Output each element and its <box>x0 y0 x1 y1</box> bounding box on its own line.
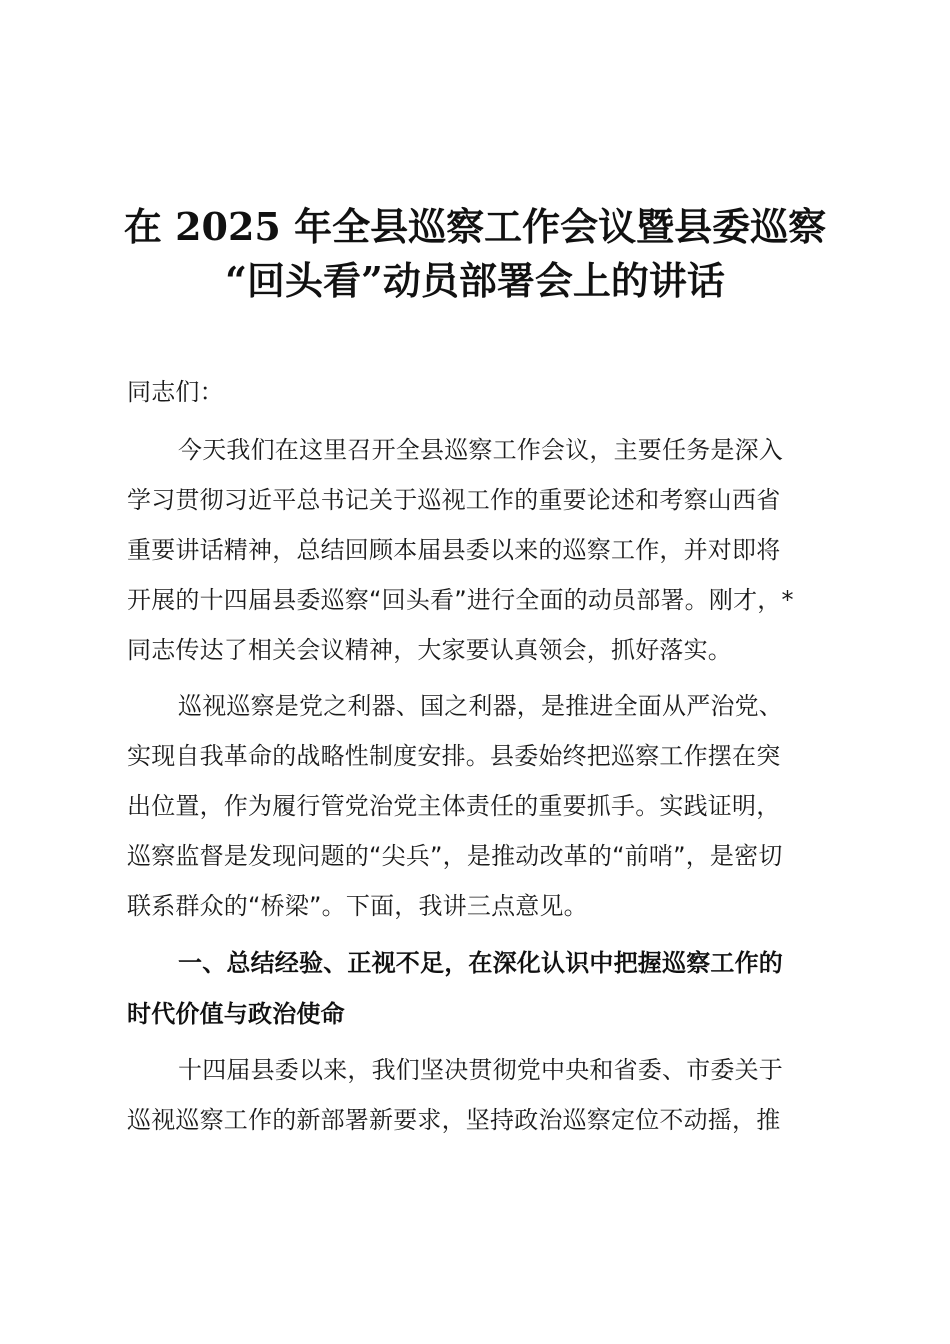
document-title-line-2: “回头看”动员部署会上的讲话 <box>225 258 725 303</box>
section-heading-1-line-1: 一、总结经验、正视不足，在深化认识中把握巡察工作的 <box>178 949 783 977</box>
paragraph-1-line-5: 同志传达了相关会议精神，大家要认真领会，抓好落实。 <box>127 636 732 664</box>
paragraph-2-line-4: 巡察监督是发现问题的“尖兵”，是推动改革的“前哨”，是密切 <box>127 842 783 870</box>
paragraph-2-line-3: 出位置，作为履行管党治党主体责任的重要抓手。实践证明， <box>127 792 781 820</box>
paragraph-3-line-2: 巡视巡察工作的新部署新要求，坚持政治巡察定位不动摇，推 <box>127 1106 781 1134</box>
document-title-line-1: 在 2025 年全县巡察工作会议暨县委巡察 <box>123 204 827 249</box>
paragraph-2-line-2: 实现自我革命的战略性制度安排。县委始终把巡察工作摆在突 <box>127 742 781 770</box>
paragraph-1-line-1: 今天我们在这里召开全县巡察工作会议，主要任务是深入 <box>178 436 783 464</box>
paragraph-1-line-2: 学习贯彻习近平总书记关于巡视工作的重要论述和考察山西省 <box>127 486 781 514</box>
paragraph-3-line-1: 十四届县委以来，我们坚决贯彻党中央和省委、市委关于 <box>178 1056 783 1084</box>
paragraph-1-line-3: 重要讲话精神，总结回顾本届县委以来的巡察工作，并对即将 <box>127 536 781 564</box>
section-heading-1-line-2: 时代价值与政治使命 <box>127 1000 345 1028</box>
paragraph-1-line-4: 开展的十四届县委巡察“回头看”进行全面的动员部署。刚才，* <box>127 586 794 614</box>
paragraph-2-line-1: 巡视巡察是党之利器、国之利器，是推进全面从严治党、 <box>178 692 783 720</box>
paragraph-2-line-5: 联系群众的“桥梁”。下面，我讲三点意见。 <box>127 892 588 920</box>
salutation: 同志们： <box>127 378 224 406</box>
